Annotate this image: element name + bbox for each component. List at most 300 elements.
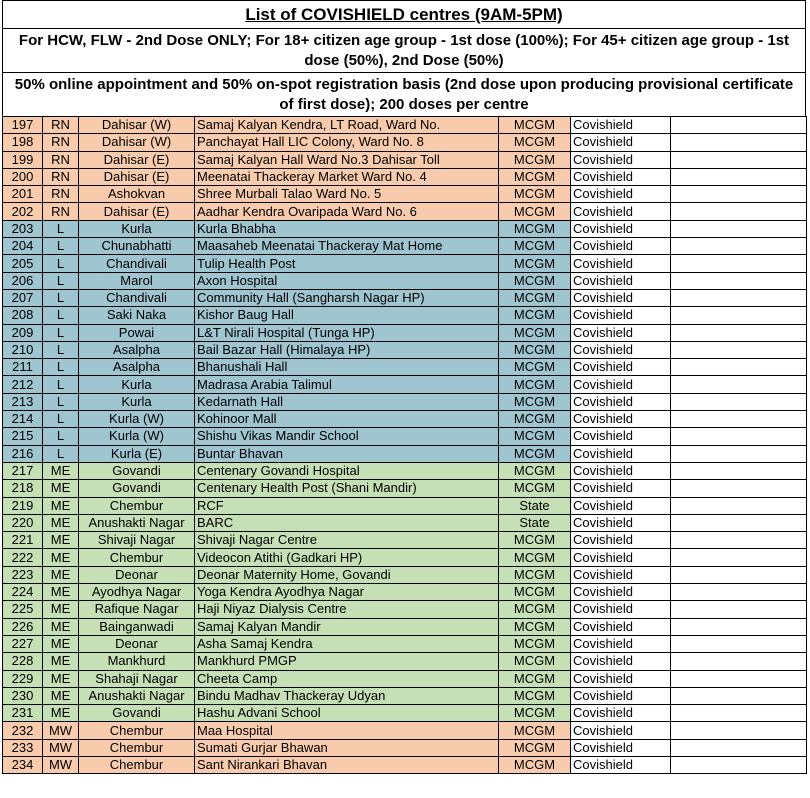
agency-cell: MCGM — [499, 289, 571, 306]
ward-cell: RN — [43, 168, 79, 185]
serial-number-cell: 215 — [3, 428, 43, 445]
table-row — [3, 203, 807, 220]
table-row — [3, 601, 807, 618]
centre-name-cell: Panchayat Hall LIC Colony, Ward No. 8 — [195, 134, 499, 151]
blank-cell — [671, 238, 807, 255]
centre-name-cell: BARC — [195, 514, 499, 531]
agency-cell: MCGM — [499, 722, 571, 739]
centre-name-cell: Centenary Govandi Hospital — [195, 462, 499, 479]
agency-cell: MCGM — [499, 203, 571, 220]
agency-cell: MCGM — [499, 238, 571, 255]
agency-cell: MCGM — [499, 255, 571, 272]
ward-cell: ME — [43, 514, 79, 531]
area-cell: Ayodhya Nagar — [79, 584, 195, 601]
serial-number-cell: 231 — [3, 705, 43, 722]
table-row — [3, 497, 807, 514]
agency-cell: MCGM — [499, 445, 571, 462]
vaccine-cell: Covishield — [571, 255, 671, 272]
area-cell: Asalpha — [79, 359, 195, 376]
blank-cell — [671, 722, 807, 739]
table-row — [3, 462, 807, 479]
blank-cell — [671, 411, 807, 428]
vaccine-cell: Covishield — [571, 687, 671, 704]
table-row — [3, 445, 807, 462]
vaccine-cell: Covishield — [571, 618, 671, 635]
serial-number-cell: 234 — [3, 756, 43, 773]
serial-number-cell: 228 — [3, 653, 43, 670]
table-row — [3, 705, 807, 722]
agency-cell: MCGM — [499, 307, 571, 324]
agency-cell: MCGM — [499, 462, 571, 479]
table-row — [3, 584, 807, 601]
agency-cell: State — [499, 514, 571, 531]
area-cell: Chandivali — [79, 255, 195, 272]
serial-number-cell: 199 — [3, 151, 43, 168]
centre-name-cell: Sant Nirankari Bhavan — [195, 756, 499, 773]
area-cell: Chembur — [79, 722, 195, 739]
serial-number-cell: 224 — [3, 584, 43, 601]
ward-cell: ME — [43, 618, 79, 635]
blank-cell — [671, 514, 807, 531]
centre-name-cell: Asha Samaj Kendra — [195, 635, 499, 652]
centre-name-cell: Shivaji Nagar Centre — [195, 532, 499, 549]
blank-cell — [671, 255, 807, 272]
ward-cell: L — [43, 289, 79, 306]
vaccine-cell: Covishield — [571, 601, 671, 618]
vaccine-cell: Covishield — [571, 393, 671, 410]
serial-number-cell: 222 — [3, 549, 43, 566]
centre-name-cell: Kurla Bhabha — [195, 220, 499, 237]
area-cell: Chembur — [79, 739, 195, 756]
vaccine-cell: Covishield — [571, 653, 671, 670]
vaccine-cell: Covishield — [571, 532, 671, 549]
centre-name-cell: Kohinoor Mall — [195, 411, 499, 428]
vaccine-cell: Covishield — [571, 739, 671, 756]
centre-name-cell: Meenatai Thackeray Market Ward No. 4 — [195, 168, 499, 185]
ward-cell: ME — [43, 653, 79, 670]
blank-cell — [671, 186, 807, 203]
centre-name-cell: Samaj Kalyan Mandir — [195, 618, 499, 635]
serial-number-cell: 214 — [3, 411, 43, 428]
agency-cell: MCGM — [499, 272, 571, 289]
ward-cell: RN — [43, 151, 79, 168]
agency-cell: MCGM — [499, 687, 571, 704]
table-row — [3, 238, 807, 255]
blank-cell — [671, 549, 807, 566]
blank-cell — [671, 307, 807, 324]
serial-number-cell: 232 — [3, 722, 43, 739]
area-cell: Mankhurd — [79, 653, 195, 670]
serial-number-cell: 203 — [3, 220, 43, 237]
serial-number-cell: 204 — [3, 238, 43, 255]
agency-cell: MCGM — [499, 705, 571, 722]
serial-number-cell: 221 — [3, 532, 43, 549]
blank-cell — [671, 220, 807, 237]
ward-cell: L — [43, 411, 79, 428]
ward-cell: ME — [43, 566, 79, 583]
ward-cell: ME — [43, 532, 79, 549]
ward-cell: L — [43, 220, 79, 237]
table-row — [3, 739, 807, 756]
vaccine-cell: Covishield — [571, 220, 671, 237]
area-cell: Govandi — [79, 462, 195, 479]
serial-number-cell: 211 — [3, 359, 43, 376]
vaccine-cell: Covishield — [571, 411, 671, 428]
centre-name-cell: Samaj Kalyan Hall Ward No.3 Dahisar Toll — [195, 151, 499, 168]
area-cell: Shivaji Nagar — [79, 532, 195, 549]
vaccine-cell: Covishield — [571, 203, 671, 220]
area-cell: Kurla — [79, 393, 195, 410]
vaccine-cell: Covishield — [571, 566, 671, 583]
blank-cell — [671, 393, 807, 410]
vaccine-cell: Covishield — [571, 238, 671, 255]
agency-cell: MCGM — [499, 117, 571, 134]
table-row — [3, 566, 807, 583]
ward-cell: MW — [43, 722, 79, 739]
ward-cell: ME — [43, 497, 79, 514]
table-row — [3, 532, 807, 549]
blank-cell — [671, 584, 807, 601]
area-cell: Shahaji Nagar — [79, 670, 195, 687]
area-cell: Dahisar (E) — [79, 203, 195, 220]
serial-number-cell: 202 — [3, 203, 43, 220]
ward-cell: L — [43, 307, 79, 324]
serial-number-cell: 207 — [3, 289, 43, 306]
table-row — [3, 272, 807, 289]
vaccine-cell: Covishield — [571, 635, 671, 652]
area-cell: Kurla — [79, 376, 195, 393]
agency-cell: MCGM — [499, 393, 571, 410]
ward-cell: MW — [43, 756, 79, 773]
blank-cell — [671, 705, 807, 722]
centre-name-cell: Aadhar Kendra Ovaripada Ward No. 6 — [195, 203, 499, 220]
table-row — [3, 411, 807, 428]
table-row — [3, 635, 807, 652]
serial-number-cell: 208 — [3, 307, 43, 324]
area-cell: Govandi — [79, 705, 195, 722]
agency-cell: MCGM — [499, 549, 571, 566]
blank-cell — [671, 635, 807, 652]
serial-number-cell: 213 — [3, 393, 43, 410]
table-row — [3, 220, 807, 237]
agency-cell: MCGM — [499, 532, 571, 549]
agency-cell: MCGM — [499, 341, 571, 358]
ward-cell: ME — [43, 635, 79, 652]
table-row — [3, 722, 807, 739]
centre-name-cell: Centenary Health Post (Shani Mandir) — [195, 480, 499, 497]
serial-number-cell: 225 — [3, 601, 43, 618]
area-cell: Chembur — [79, 549, 195, 566]
serial-number-cell: 198 — [3, 134, 43, 151]
ward-cell: ME — [43, 601, 79, 618]
blank-cell — [671, 359, 807, 376]
table-row — [3, 168, 807, 185]
table-row — [3, 359, 807, 376]
centre-name-cell: Cheeta Camp — [195, 670, 499, 687]
vaccine-cell: Covishield — [571, 324, 671, 341]
table-row — [3, 480, 807, 497]
centre-name-cell: Bhanushali Hall — [195, 359, 499, 376]
agency-cell: MCGM — [499, 601, 571, 618]
serial-number-cell: 227 — [3, 635, 43, 652]
ward-cell: L — [43, 445, 79, 462]
page-title: List of COVISHIELD centres (9AM-5PM) — [2, 0, 806, 28]
agency-cell: MCGM — [499, 151, 571, 168]
serial-number-cell: 200 — [3, 168, 43, 185]
serial-number-cell: 209 — [3, 324, 43, 341]
blank-cell — [671, 272, 807, 289]
blank-cell — [671, 480, 807, 497]
serial-number-cell: 205 — [3, 255, 43, 272]
table-row — [3, 687, 807, 704]
area-cell: Ashokvan — [79, 186, 195, 203]
agency-cell: MCGM — [499, 739, 571, 756]
serial-number-cell: 229 — [3, 670, 43, 687]
centre-name-cell: Maa Hospital — [195, 722, 499, 739]
centre-name-cell: Yoga Kendra Ayodhya Nagar — [195, 584, 499, 601]
blank-cell — [671, 756, 807, 773]
dose-eligibility-note: For HCW, FLW - 2nd Dose ONLY; For 18+ citizen age group - 1st dose (100%); For 45+ citizen age group - 1st dose (50%), 2nd Dose (50%) — [2, 28, 806, 72]
centre-name-cell: Kishor Baug Hall — [195, 307, 499, 324]
ward-cell: L — [43, 428, 79, 445]
blank-cell — [671, 532, 807, 549]
centre-name-cell: Buntar Bhavan — [195, 445, 499, 462]
table-row — [3, 255, 807, 272]
blank-cell — [671, 687, 807, 704]
table-row — [3, 376, 807, 393]
agency-cell: MCGM — [499, 359, 571, 376]
vaccine-cell: Covishield — [571, 307, 671, 324]
agency-cell: MCGM — [499, 635, 571, 652]
area-cell: Kurla (E) — [79, 445, 195, 462]
ward-cell: ME — [43, 549, 79, 566]
area-cell: Chunabhatti — [79, 238, 195, 255]
agency-cell: MCGM — [499, 186, 571, 203]
centre-name-cell: Deonar Maternity Home, Govandi — [195, 566, 499, 583]
centre-name-cell: Axon Hospital — [195, 272, 499, 289]
vaccine-cell: Covishield — [571, 151, 671, 168]
centre-name-cell: Shishu Vikas Mandir School — [195, 428, 499, 445]
blank-cell — [671, 117, 807, 134]
centre-name-cell: RCF — [195, 497, 499, 514]
ward-cell: L — [43, 238, 79, 255]
blank-cell — [671, 462, 807, 479]
vaccine-cell: Covishield — [571, 186, 671, 203]
blank-cell — [671, 670, 807, 687]
serial-number-cell: 223 — [3, 566, 43, 583]
serial-number-cell: 212 — [3, 376, 43, 393]
agency-cell: MCGM — [499, 653, 571, 670]
agency-cell: MCGM — [499, 480, 571, 497]
blank-cell — [671, 566, 807, 583]
table-row — [3, 393, 807, 410]
vaccine-cell: Covishield — [571, 497, 671, 514]
vaccine-cell: Covishield — [571, 168, 671, 185]
vaccine-cell: Covishield — [571, 705, 671, 722]
area-cell: Dahisar (W) — [79, 134, 195, 151]
vaccine-cell: Covishield — [571, 272, 671, 289]
table-row — [3, 324, 807, 341]
blank-cell — [671, 324, 807, 341]
vaccine-cell: Covishield — [571, 584, 671, 601]
vaccine-cell: Covishield — [571, 514, 671, 531]
area-cell: Deonar — [79, 635, 195, 652]
ward-cell: ME — [43, 687, 79, 704]
area-cell: Dahisar (W) — [79, 117, 195, 134]
vaccine-cell: Covishield — [571, 756, 671, 773]
area-cell: Chembur — [79, 756, 195, 773]
centre-name-cell: Samaj Kalyan Kendra, LT Road, Ward No. — [195, 117, 499, 134]
agency-cell: MCGM — [499, 428, 571, 445]
ward-cell: L — [43, 255, 79, 272]
centre-name-cell: L&T Nirali Hospital (Tunga HP) — [195, 324, 499, 341]
blank-cell — [671, 151, 807, 168]
area-cell: Kurla (W) — [79, 411, 195, 428]
table-row — [3, 670, 807, 687]
centre-name-cell: Tulip Health Post — [195, 255, 499, 272]
table-row — [3, 341, 807, 358]
centre-name-cell: Madrasa Arabia Talimul — [195, 376, 499, 393]
table-row — [3, 307, 807, 324]
serial-number-cell: 201 — [3, 186, 43, 203]
vaccine-cell: Covishield — [571, 359, 671, 376]
ward-cell: MW — [43, 739, 79, 756]
area-cell: Marol — [79, 272, 195, 289]
serial-number-cell: 216 — [3, 445, 43, 462]
vaccine-cell: Covishield — [571, 289, 671, 306]
serial-number-cell: 217 — [3, 462, 43, 479]
area-cell: Bainganwadi — [79, 618, 195, 635]
centre-name-cell: Videocon Atithi (Gadkari HP) — [195, 549, 499, 566]
area-cell: Anushakti Nagar — [79, 687, 195, 704]
agency-cell: MCGM — [499, 618, 571, 635]
area-cell: Dahisar (E) — [79, 168, 195, 185]
ward-cell: ME — [43, 480, 79, 497]
ward-cell: RN — [43, 186, 79, 203]
ward-cell: L — [43, 324, 79, 341]
centre-name-cell: Sumati Gurjar Bhawan — [195, 739, 499, 756]
blank-cell — [671, 289, 807, 306]
centres-table — [2, 116, 807, 774]
centre-name-cell: Kedarnath Hall — [195, 393, 499, 410]
blank-cell — [671, 739, 807, 756]
area-cell: Anushakti Nagar — [79, 514, 195, 531]
agency-cell: MCGM — [499, 584, 571, 601]
ward-cell: L — [43, 359, 79, 376]
blank-cell — [671, 618, 807, 635]
ward-cell: ME — [43, 670, 79, 687]
vaccine-cell: Covishield — [571, 428, 671, 445]
area-cell: Saki Naka — [79, 307, 195, 324]
agency-cell: State — [499, 497, 571, 514]
ward-cell: ME — [43, 462, 79, 479]
serial-number-cell: 233 — [3, 739, 43, 756]
agency-cell: MCGM — [499, 220, 571, 237]
table-row — [3, 653, 807, 670]
vaccine-cell: Covishield — [571, 376, 671, 393]
centre-list-sheet — [2, 0, 806, 774]
serial-number-cell: 206 — [3, 272, 43, 289]
agency-cell: MCGM — [499, 566, 571, 583]
agency-cell: MCGM — [499, 376, 571, 393]
serial-number-cell: 210 — [3, 341, 43, 358]
blank-cell — [671, 653, 807, 670]
blank-cell — [671, 601, 807, 618]
table-row — [3, 186, 807, 203]
ward-cell: ME — [43, 584, 79, 601]
centre-name-cell: Maasaheb Meenatai Thackeray Mat Home — [195, 238, 499, 255]
area-cell: Powai — [79, 324, 195, 341]
centre-name-cell: Mankhurd PMGP — [195, 653, 499, 670]
vaccine-cell: Covishield — [571, 722, 671, 739]
table-row — [3, 151, 807, 168]
serial-number-cell: 219 — [3, 497, 43, 514]
centre-name-cell: Shree Murbali Talao Ward No. 5 — [195, 186, 499, 203]
vaccine-cell: Covishield — [571, 549, 671, 566]
centre-name-cell: Bindu Madhav Thackeray Udyan — [195, 687, 499, 704]
table-row — [3, 756, 807, 773]
vaccine-cell: Covishield — [571, 134, 671, 151]
blank-cell — [671, 428, 807, 445]
blank-cell — [671, 376, 807, 393]
centre-name-cell: Haji Niyaz Dialysis Centre — [195, 601, 499, 618]
vaccine-cell: Covishield — [571, 445, 671, 462]
ward-cell: RN — [43, 134, 79, 151]
table-row — [3, 134, 807, 151]
agency-cell: MCGM — [499, 670, 571, 687]
registration-note: 50% online appointment and 50% on-spot registration basis (2nd dose upon producing provisional certificate of first dose); 200 doses per centre — [2, 72, 806, 116]
ward-cell: RN — [43, 203, 79, 220]
agency-cell: MCGM — [499, 168, 571, 185]
serial-number-cell: 218 — [3, 480, 43, 497]
ward-cell: L — [43, 341, 79, 358]
blank-cell — [671, 134, 807, 151]
agency-cell: MCGM — [499, 134, 571, 151]
ward-cell: L — [43, 272, 79, 289]
centre-name-cell: Hashu Advani School — [195, 705, 499, 722]
agency-cell: MCGM — [499, 324, 571, 341]
area-cell: Chandivali — [79, 289, 195, 306]
blank-cell — [671, 168, 807, 185]
serial-number-cell: 220 — [3, 514, 43, 531]
area-cell: Rafique Nagar — [79, 601, 195, 618]
ward-cell: ME — [43, 705, 79, 722]
area-cell: Deonar — [79, 566, 195, 583]
area-cell: Asalpha — [79, 341, 195, 358]
agency-cell: MCGM — [499, 411, 571, 428]
ward-cell: L — [43, 393, 79, 410]
ward-cell: RN — [43, 117, 79, 134]
centre-name-cell: Bail Bazar Hall (Himalaya HP) — [195, 341, 499, 358]
blank-cell — [671, 203, 807, 220]
ward-cell: L — [43, 376, 79, 393]
table-row — [3, 428, 807, 445]
serial-number-cell: 226 — [3, 618, 43, 635]
agency-cell: MCGM — [499, 756, 571, 773]
table-row — [3, 514, 807, 531]
area-cell: Kurla (W) — [79, 428, 195, 445]
serial-number-cell: 230 — [3, 687, 43, 704]
vaccine-cell: Covishield — [571, 670, 671, 687]
serial-number-cell: 197 — [3, 117, 43, 134]
area-cell: Govandi — [79, 480, 195, 497]
vaccine-cell: Covishield — [571, 341, 671, 358]
blank-cell — [671, 341, 807, 358]
blank-cell — [671, 445, 807, 462]
area-cell: Chembur — [79, 497, 195, 514]
table-row — [3, 618, 807, 635]
blank-cell — [671, 497, 807, 514]
